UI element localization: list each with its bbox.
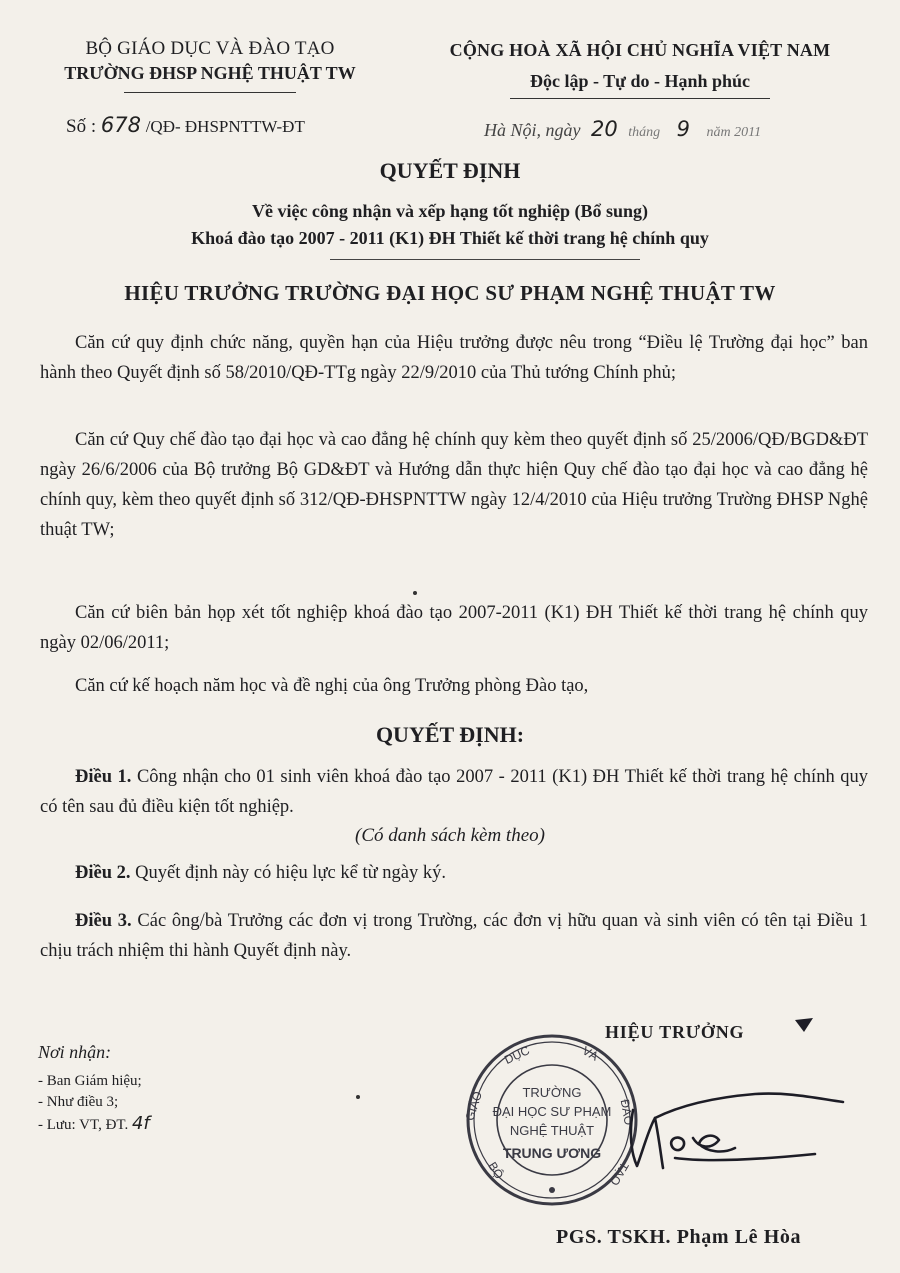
ink-dot [413, 591, 417, 595]
article-text: Công nhận cho 01 sinh viên khoá đào tạo 2007 - 2011 (K1) ĐH Thiết kế thời trang hệ chính quy có tên sau đủ điều kiện tốt nghiệp. [40, 767, 868, 817]
national-heading [405, 40, 875, 99]
year-text: năm 2011 [706, 125, 762, 140]
seal-inner-text: ĐẠI HỌC SƯ PHẠM [492, 1104, 612, 1119]
subject-underline [330, 259, 640, 260]
recipients-heading: Nơi nhận: [38, 1042, 112, 1062]
decision-subject-line-1: Về việc công nhận và xếp hạng tốt nghiệp (Bổ sung) [251, 201, 649, 221]
seal-outer-text: DỤC [502, 1043, 532, 1067]
article-2 [40, 858, 868, 888]
article-1 [40, 762, 868, 822]
ink-mark-icon [794, 1017, 814, 1033]
ground-text: Căn cứ quy định chức năng, quyền hạn của Hiệu trưởng được nêu trong “Điều lệ Trường đại học” ban hành theo Quyết định số 58/2010/QĐ-TTg ngày 22/9/2010 của Thủ tướng Chính phủ; [40, 333, 868, 383]
signatory-name: PGS. TSKH. Phạm Lê Hòa [556, 1226, 802, 1248]
ink-dot [356, 1095, 360, 1099]
date-place: Hà Nội, ngày [484, 120, 581, 140]
ground-paragraph [40, 598, 868, 658]
motto-underline [510, 98, 770, 99]
recipient-item-text: - Lưu: VT, ĐT. [38, 1117, 129, 1133]
seal-outer-text: TẠO [607, 1159, 632, 1188]
number-prefix: Số : [66, 116, 97, 137]
issue-date [484, 117, 761, 141]
school-name: TRƯỜNG ĐHSP NGHỆ THUẬT TW [64, 63, 356, 83]
article-label: Điều 3. [75, 911, 132, 931]
recipient-item [38, 1113, 298, 1136]
month-word: tháng [628, 125, 661, 140]
seal-inner-text: TRƯỜNG [522, 1085, 582, 1100]
ministry-name: BỘ GIÁO DỤC VÀ ĐÀO TẠO [85, 38, 335, 59]
ground-text: Căn cứ kế hoạch năm học và đề nghị của ông Trưởng phòng Đào tạo, [75, 676, 589, 696]
ground-paragraph [40, 425, 868, 545]
handwritten-signature-icon [615, 1078, 855, 1198]
decision-subject-line-2: Khoá đào tạo 2007 - 2011 (K1) ĐH Thiết kế thời trang hệ chính quy [191, 228, 709, 248]
attachment-note: (Có danh sách kèm theo) [355, 825, 545, 846]
signatory-title: HIỆU TRƯỞNG [605, 1022, 745, 1042]
article-3 [40, 906, 868, 966]
recipient-item: - Như điều 3; [38, 1094, 119, 1110]
handwritten-number: 678 [100, 113, 141, 137]
article-label: Điều 1. [75, 767, 132, 787]
document-number [66, 113, 305, 138]
ground-text: Căn cứ Quy chế đào tạo đại học và cao đẳng hệ chính quy kèm theo quyết định số 25/2006/QĐ/BGD&ĐT ngày 26/6/2006 của Bộ trưởng Bộ GD&ĐT và Hướng dẫn thực hiện Quy chế đào tạo đại học và cao đẳng hệ chính quy, kèm theo quyết định số 312/QĐ-ĐHSPNTTW ngày 12/4/2010 của Hiệu trưởng Trường ĐHSP Nghệ thuật TW; [40, 430, 868, 540]
decision-heading: QUYẾT ĐỊNH: [375, 722, 525, 747]
article-text: Các ông/bà Trưởng các đơn vị trong Trường, các đơn vị hữu quan và sinh viên có tên tại Điều 1 chịu trách nhiệm thi hành Quyết định này. [40, 911, 868, 961]
seal-outer-text: VÀ [579, 1043, 601, 1064]
decision-title: QUYẾT ĐỊNH [379, 158, 521, 183]
issuing-authority: HIỆU TRƯỞNG TRƯỜNG ĐẠI HỌC SƯ PHẠM NGHỆ THUẬT TW [124, 281, 776, 305]
issuer-block [30, 38, 390, 93]
number-suffix: /QĐ- ĐHSPNTTW-ĐT [145, 117, 305, 136]
issuer-underline [124, 92, 296, 93]
seal-inner-text: NGHỆ THUẬT [509, 1123, 595, 1138]
recipient-item: - Ban Giám hiệu; [38, 1073, 142, 1089]
seal-outer-text: ĐÀO [617, 1098, 636, 1127]
article-label: Điều 2. [75, 863, 131, 883]
country-name: CỘNG HOÀ XÃ HỘI CHỦ NGHĨA VIỆT NAM [449, 40, 831, 60]
handwritten-day: 20 [591, 117, 618, 141]
national-motto: Độc lập - Tự do - Hạnh phúc [529, 71, 751, 91]
initials-mark: 4f [131, 1113, 150, 1134]
seal-outer-text: BỘ [485, 1159, 507, 1182]
handwritten-month: 9 [676, 117, 690, 141]
seal-outer-text: GIÁO [462, 1089, 486, 1123]
ground-paragraph [40, 671, 868, 701]
seal-inner-text: TRUNG ƯƠNG [502, 1145, 602, 1161]
recipients-block [38, 1042, 298, 1136]
ground-paragraph [40, 328, 868, 388]
article-text: Quyết định này có hiệu lực kể từ ngày ký. [130, 863, 446, 883]
ground-text: Căn cứ biên bản họp xét tốt nghiệp khoá đào tạo 2007-2011 (K1) ĐH Thiết kế thời trang hệ chính quy ngày 02/06/2011; [40, 603, 868, 653]
